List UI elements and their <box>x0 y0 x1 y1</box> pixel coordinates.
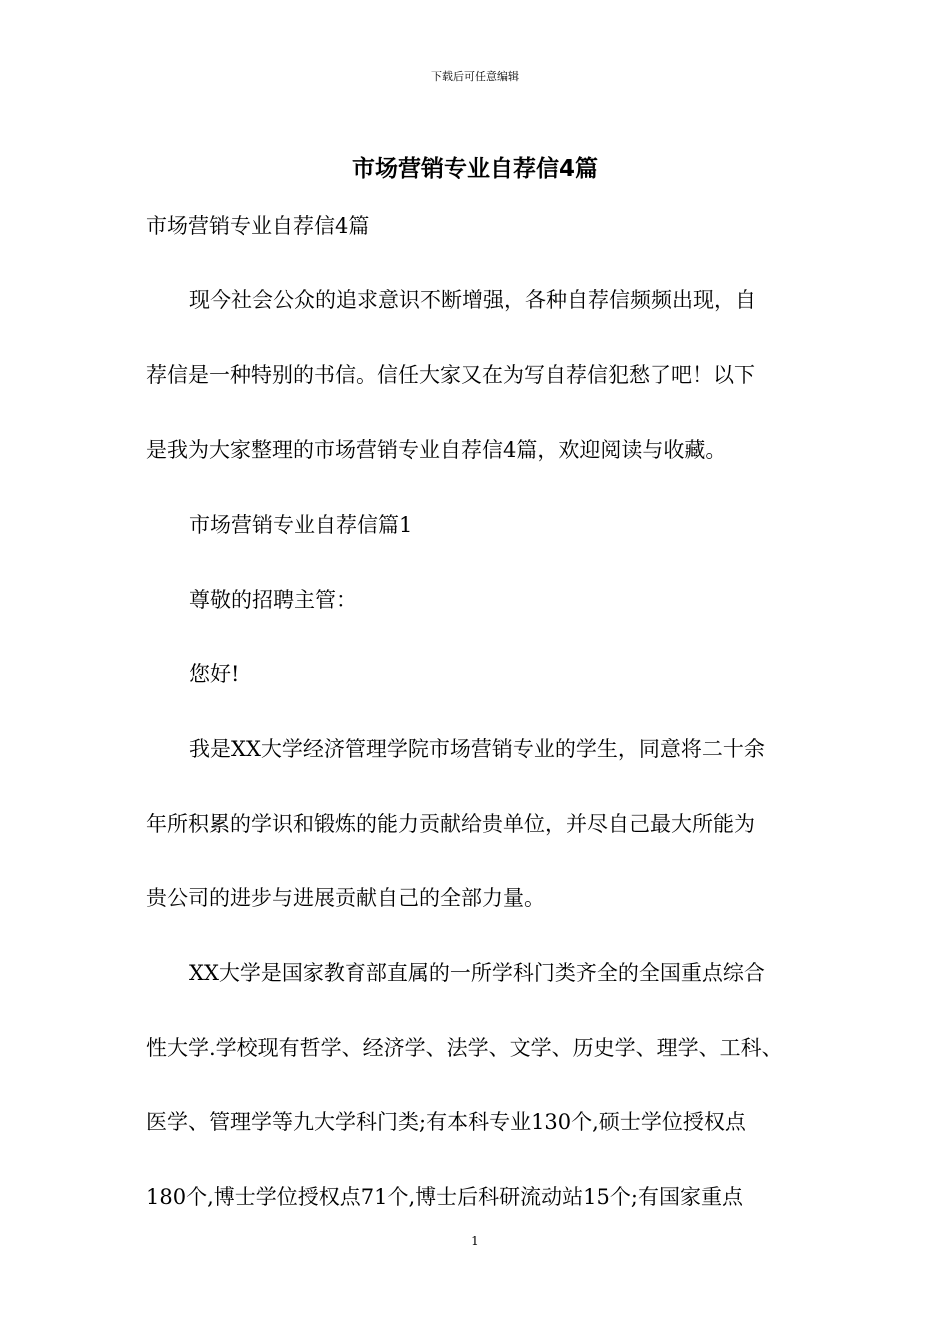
document-title: 市场营销专业自荐信4篇 <box>351 156 598 182</box>
section-heading: 市场营销专业自荐信篇1 <box>189 513 413 537</box>
subtitle-line: 市场营销专业自荐信4篇 <box>146 214 370 238</box>
salutation: 尊敬的招聘主管： <box>189 588 357 612</box>
paragraph-line: 性大学.学校现有哲学、经济学、法学、文学、历史学、理学、工科、 <box>146 1036 783 1060</box>
paragraph-line: 180个,博士学位授权点71个,博士后科研流动站15个;有国家重点 <box>146 1185 743 1209</box>
paragraph-line: 年所积累的学识和锻炼的能力贡献给贵单位，并尽自己最大所能为 <box>146 812 755 836</box>
greeting: 您好! <box>189 662 240 686</box>
paragraph-line: 是我为大家整理的市场营销专业自荐信4篇，欢迎阅读与收藏。 <box>146 438 727 462</box>
paragraph-line: 荐信是一种特别的书信。信任大家又在为写自荐信犯愁了吧！以下 <box>146 363 755 387</box>
header-note: 下载后可任意编辑 <box>431 70 519 83</box>
paragraph-line: 现今社会公众的追求意识不断增强，各种自荐信频频出现，自 <box>189 288 756 312</box>
page-number: 1 <box>471 1234 479 1248</box>
paragraph-line: 我是XX大学经济管理学院市场营销专业的学生，同意将二十余 <box>189 737 765 761</box>
paragraph-line: 医学、管理学等九大学科门类;有本科专业130个,硕士学位授权点 <box>146 1110 746 1134</box>
paragraph-line: 贵公司的进步与进展贡献自己的全部力量。 <box>146 886 545 910</box>
paragraph-line: XX大学是国家教育部直属的一所学科门类齐全的全国重点综合 <box>189 961 765 985</box>
